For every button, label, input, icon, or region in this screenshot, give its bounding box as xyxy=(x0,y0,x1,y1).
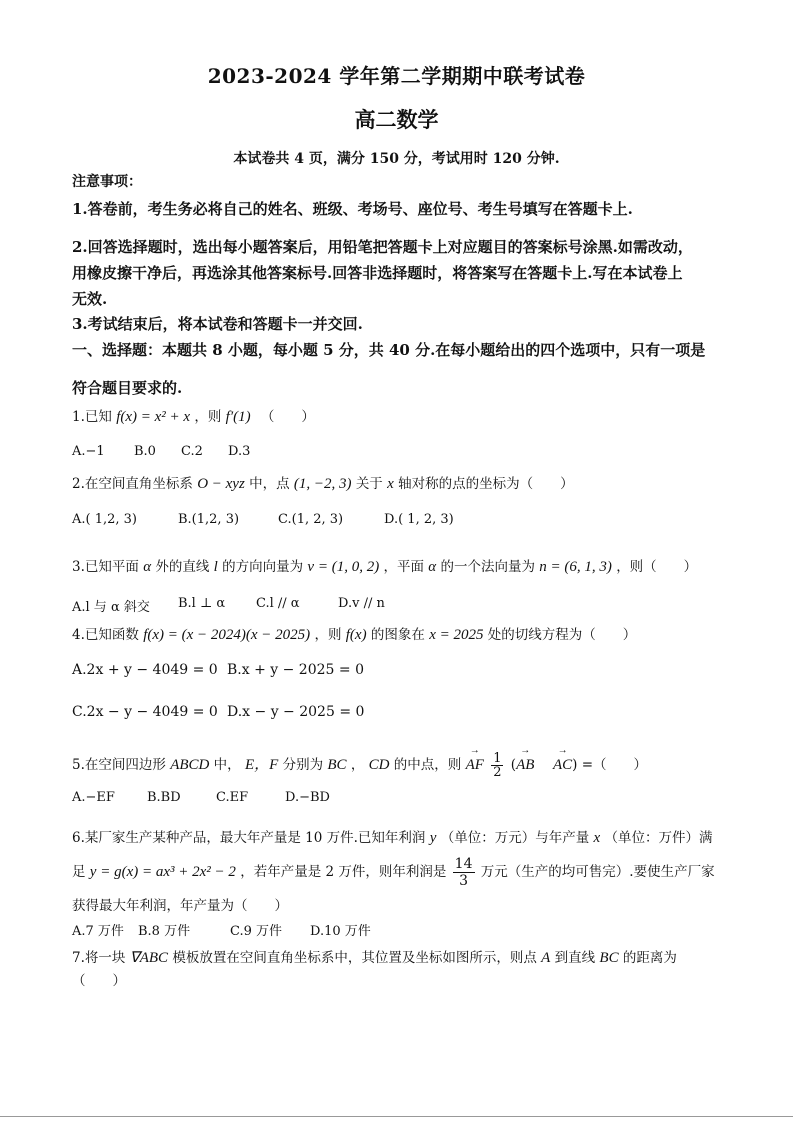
q7-point-a: A xyxy=(541,950,551,966)
q6-profit-numerator: 14 xyxy=(454,856,473,872)
q5-vector-ab: → AB xyxy=(516,757,534,774)
q4-function: f(x) = (x − 2024)(x − 2025) xyxy=(143,627,311,643)
q5-option-a: A.−EF xyxy=(72,790,115,805)
q7-prefix: 7.将一块 xyxy=(72,950,126,966)
q5-mid2: 分别为 xyxy=(282,757,324,773)
q6-option-d: D.10 万件 xyxy=(310,924,371,939)
q5-cd: CD xyxy=(368,757,390,773)
q2-system: O − xyz xyxy=(197,476,245,492)
q6-l2b: ，若年产量是 2 万件，则年利润是 xyxy=(240,864,447,880)
question-5 xyxy=(72,752,647,779)
q2-prefix: 2.在空间直角坐标系 xyxy=(72,476,193,492)
q4-option-d: D.x − y − 2025 = 0 xyxy=(227,704,365,720)
q7-paren: （ ） xyxy=(72,973,126,989)
q5-vector-ac: → AC xyxy=(553,757,572,774)
q2-point: (1, −2, 3) xyxy=(293,476,352,492)
q1-paren: （ ） xyxy=(260,409,315,425)
q7-suffix: 的距离为 xyxy=(622,950,677,966)
q2-option-b: B.(1,2, 3) xyxy=(178,512,240,527)
question-7 xyxy=(72,946,677,967)
q5-prefix: 5.在空间四边形 xyxy=(72,757,166,773)
q4-prefix: 4.已知函数 xyxy=(72,627,139,643)
q3-option-b: B.l ⊥ α xyxy=(178,596,226,611)
q5-open-paren: ( xyxy=(510,757,517,773)
q3-option-a: A.l 与 α 斜交 xyxy=(72,600,150,615)
q4-suffix: 处的切线方程为（ ） xyxy=(487,627,637,643)
q6-l1: 6.某厂家生产某种产品，最大年产量是 10 万件.已知年利润 xyxy=(72,830,426,846)
q3-mid4: 的一个法向量为 xyxy=(440,559,535,575)
q6-option-a: A.7 万件 xyxy=(72,924,124,939)
section-heading-line-2: 符合题目要求的. xyxy=(72,379,183,397)
q2-suffix: 轴对称的点的坐标为（ ） xyxy=(398,476,574,492)
q5-bc: BC xyxy=(327,757,347,773)
q4-option-c: C.2x − y − 4049 = 0 xyxy=(72,704,218,720)
q5-suffix: =（ ） xyxy=(581,757,648,773)
q5-quad: ABCD xyxy=(170,757,210,773)
q3-suffix: ，则（ ） xyxy=(616,559,698,575)
q3-line: l xyxy=(213,559,218,575)
q3-alpha-2: α xyxy=(428,559,437,575)
q5-half-numerator: 1 xyxy=(493,751,502,766)
q5-half-fraction xyxy=(491,752,503,779)
q3-prefix: 3.已知平面 xyxy=(72,559,139,575)
note-2-line-1: 2.回答选择题时，选出每小题答案后，用铅笔把答题卡上对应题目的答案标号涂黑.如需改动， xyxy=(72,238,693,256)
q1-option-d: D.3 xyxy=(228,444,251,459)
q6-l2c: 万元（生产的均可售完）.要使生产厂家 xyxy=(480,864,715,880)
q3-mid2: 的方向向量为 xyxy=(222,559,304,575)
section-heading-line-1: 一、选择题：本题共 8 小题，每小题 5 分，共 40 分.在每小题给出的四个选项中，只有一项是 xyxy=(72,341,706,359)
q3-option-c: C.l // α xyxy=(256,596,300,611)
question-6-line-3: 获得最大年利润，年产量为（ ） xyxy=(72,898,288,914)
exam-info: 本试卷共 4 页，满分 150 分，考试用时 120 分钟. xyxy=(233,151,560,167)
q5-vector-af: → AF xyxy=(466,757,484,774)
q6-x: x xyxy=(593,830,601,846)
q5-option-d: D.−BD xyxy=(285,790,330,805)
q5-mid1: 中， xyxy=(213,757,241,773)
q7-mid2: 到直线 xyxy=(554,950,596,966)
q7-line-bc: BC xyxy=(599,950,619,966)
q2-axis: x xyxy=(387,476,394,492)
q4-mid2: 的图象在 xyxy=(370,627,425,643)
q1-option-c: C.2 xyxy=(181,444,203,459)
q3-mid1: 外的直线 xyxy=(155,559,210,575)
q2-option-a: A.( 1,2, 3) xyxy=(72,512,138,527)
q4-fx: f(x) xyxy=(345,627,367,643)
q1-option-b: B.0 xyxy=(134,444,156,459)
note-2-line-3: 无效. xyxy=(72,290,108,308)
note-3: 3.考试结束后，将本试卷和答题卡一并交回. xyxy=(72,315,363,333)
q2-option-d: D.( 1, 2, 3) xyxy=(384,512,454,527)
q6-option-b: B.8 万件 xyxy=(138,924,191,939)
q1-expression: f(x) = x² + x xyxy=(116,409,191,425)
q2-mid2: 关于 xyxy=(355,476,383,492)
q6-l2a: 足 xyxy=(72,864,86,880)
q6-formula: y = g(x) = ax³ + 2x² − 2 xyxy=(89,864,236,880)
q5-option-b: B.BD xyxy=(147,790,181,805)
q6-l1b: （单位：万元）与年产量 xyxy=(440,830,590,846)
q1-prefix: 1.已知 xyxy=(72,409,112,425)
q4-option-a: A.2x + y − 4049 = 0 xyxy=(72,662,218,678)
q5-sep: ， xyxy=(350,757,365,773)
q5-option-c: C.EF xyxy=(216,790,249,805)
q6-profit-denominator: 3 xyxy=(459,873,469,889)
question-1 xyxy=(72,405,315,426)
q4-option-b: B.x + y − 2025 = 0 xyxy=(227,662,364,678)
q5-half-denominator: 2 xyxy=(493,765,502,780)
q7-mid1: 模板放置在空间直角坐标系中，其位置及坐标如图所示，则点 xyxy=(172,950,537,966)
q6-l1c: （单位：万件）满 xyxy=(604,830,713,846)
q1-ask: f′(1) xyxy=(225,409,251,425)
note-2-line-2: 用橡皮擦干净后，再选涂其他答案标号.回答非选择题时，将答案写在答题卡上.写在本试卷上 xyxy=(72,264,683,282)
note-1: 1.答卷前，考生务必将自己的姓名、班级、考场号、座位号、考生号填写在答题卡上. xyxy=(72,200,633,218)
q3-normal-vector: n = (6, 1, 3) xyxy=(539,559,612,575)
q6-profit-fraction xyxy=(453,856,475,889)
question-2 xyxy=(72,472,574,493)
question-6-line-2 xyxy=(72,856,715,889)
q5-mid3: 的中点，则 xyxy=(393,757,462,773)
question-4 xyxy=(72,623,636,644)
q1-option-a: A.−1 xyxy=(72,444,105,459)
q2-mid1: 中，点 xyxy=(249,476,290,492)
question-3 xyxy=(72,555,697,576)
q5-ef: E，F xyxy=(244,757,279,773)
q3-option-d: D.v // n xyxy=(338,596,385,611)
q3-mid3: ，平面 xyxy=(383,559,424,575)
q6-option-c: C.9 万件 xyxy=(230,924,283,939)
q3-alpha: α xyxy=(143,559,152,575)
footer-divider xyxy=(0,1116,793,1117)
q4-mid1: ，则 xyxy=(314,627,342,643)
q6-y: y xyxy=(429,830,437,846)
notes-heading: 注意事项： xyxy=(72,174,142,190)
q4-condition: x = 2025 xyxy=(429,627,484,643)
subject-title: 高二数学 xyxy=(354,107,439,132)
q1-mid: ，则 xyxy=(194,409,222,425)
q5-close-paren: ) xyxy=(572,757,578,773)
q7-triangle: ∇ABC xyxy=(129,950,169,966)
question-6-line-1 xyxy=(72,826,712,847)
q2-option-c: C.(1, 2, 3) xyxy=(278,512,344,527)
q3-direction-vector: v = (1, 0, 2) xyxy=(307,559,380,575)
exam-title: 2023-2024 学年第二学期期中联考试卷 xyxy=(207,64,586,88)
